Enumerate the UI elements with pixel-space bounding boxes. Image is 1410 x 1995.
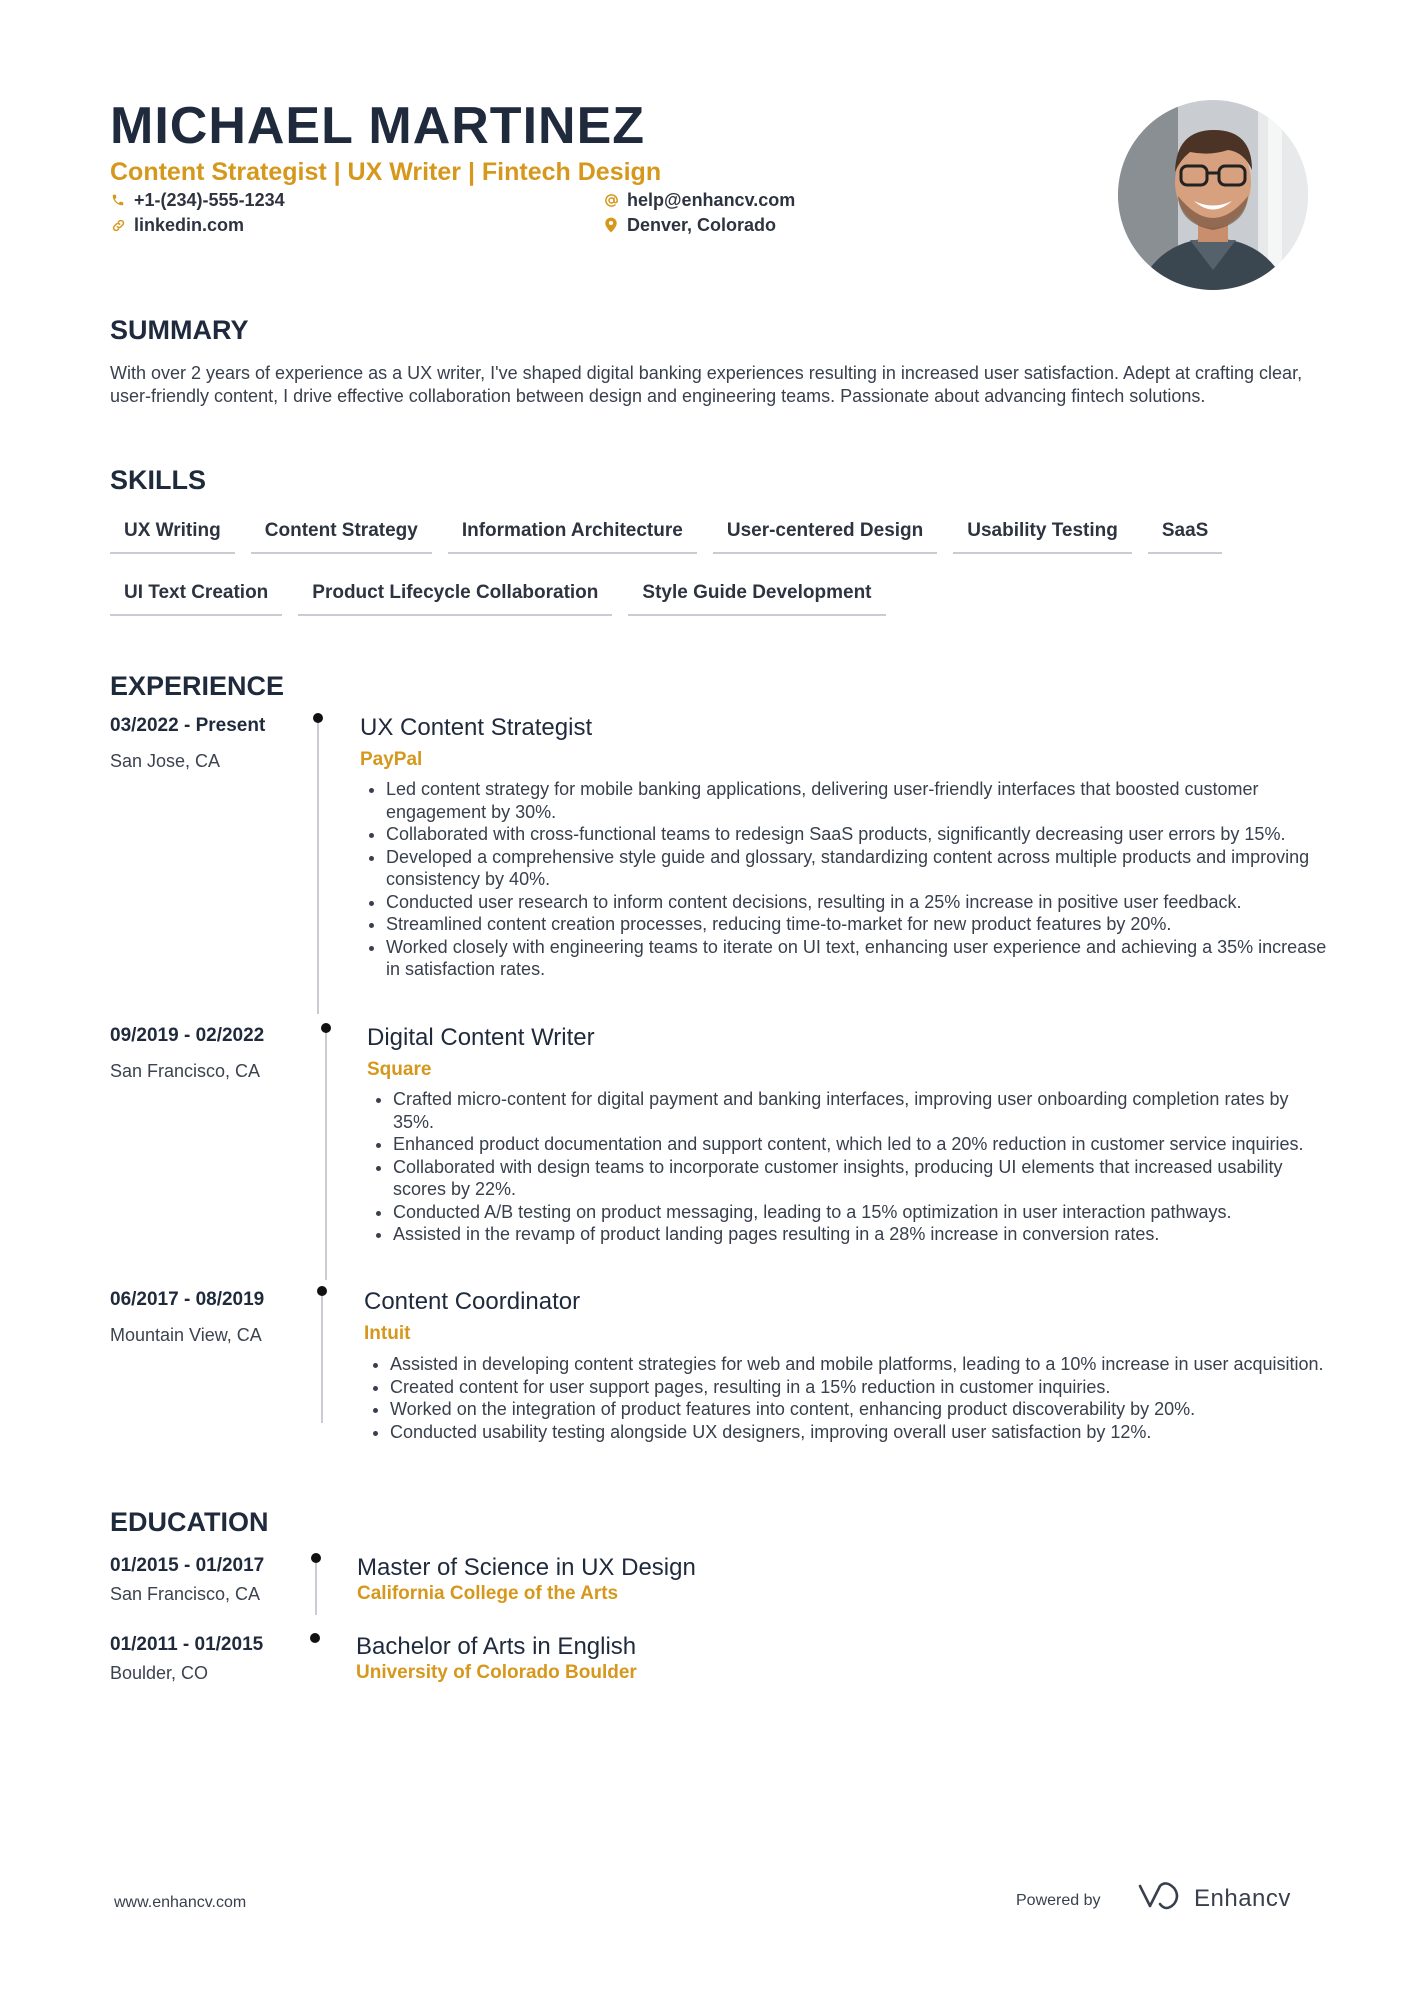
company-name: Intuit [364,1323,411,1344]
timeline-dot [313,713,323,723]
at-icon [603,192,619,208]
powered-by-label: Powered by [1016,1892,1101,1909]
candidate-subtitle: Content Strategist | UX Writer | Fintech Design [110,158,662,186]
phone-text: +1-(234)-555-1234 [134,190,285,210]
experience-heading: EXPERIENCE [110,671,285,701]
phone-icon [110,192,126,208]
job-bullets [360,778,1336,981]
timeline-dot [311,1553,321,1563]
list-item: • Led content strategy for mobile banking applications, delivering user-friendly interfaces that boosted customer engagement by 30%. [386,778,1336,823]
skill-tag: Style Guide Development [628,576,885,616]
job-title: Content Coordinator [364,1288,581,1315]
skills-list [110,514,1320,616]
list-item: • Developed a comprehensive style guide and glossary, standardizing content across multiple products and improving consistency by 40%. [386,846,1336,891]
skill-tag: UI Text Creation [110,576,282,616]
timeline-line [315,1560,317,1615]
brand-logo [1136,1882,1291,1915]
list-item: • Collaborated with cross-functional teams to redesign SaaS products, significantly decreasing user errors by 15%. [386,823,1336,846]
timeline-dot [317,1286,327,1296]
education-dates: 01/2015 - 01/2017 [110,1555,265,1576]
company-name: Square [367,1059,432,1080]
list-item: • Worked closely with engineering teams to iterate on UI text, enhancing user experience and achieving a 35% increase in satisfaction rates. [386,936,1336,981]
school-name: University of Colorado Boulder [356,1662,637,1683]
link-icon [110,217,126,233]
job-location: Mountain View, CA [110,1325,262,1345]
linkedin-text: linkedin.com [134,215,245,235]
candidate-name: MICHAEL MARTINEZ [110,97,646,155]
skill-tag: Usability Testing [953,514,1132,554]
linkedin-contact[interactable] [110,213,244,237]
degree-title: Bachelor of Arts in English [356,1633,637,1660]
education-dates: 01/2011 - 01/2015 [110,1634,264,1655]
education-location: Boulder, CO [110,1663,209,1683]
list-item: • Streamlined content creation processes, reducing time-to-market for new product features by 20%. [386,913,1336,936]
phone-contact[interactable] [110,188,285,212]
list-item: • Collaborated with design teams to incorporate customer insights, producing UI elements that increased usability scores by 22%. [393,1156,1333,1201]
enhancv-logo-icon [1136,1882,1184,1915]
email-text: help@enhancv.com [627,190,796,210]
job-title: UX Content Strategist [360,714,593,741]
list-item: • Crafted micro-content for digital payment and banking interfaces, improving user onboarding completion rates by 35%. [393,1088,1333,1133]
timeline-line [317,720,319,1014]
skill-tag: UX Writing [110,514,235,554]
skill-tag: User-centered Design [713,514,937,554]
job-location: San Jose, CA [110,751,221,771]
summary-text: With over 2 years of experience as a UX writer, I've shaped digital banking experiences resulting in increased user satisfaction. Adept at crafting clear, user-friendly content, I drive effective collaboration between design and engineering teams. Passionate about advancing fintech solutions. [110,363,1303,406]
job-dates: 06/2017 - 08/2019 [110,1289,265,1310]
education-location: San Francisco, CA [110,1584,261,1604]
list-item: • Enhanced product documentation and support content, which led to a 20% reduction in customer service inquiries. [393,1133,1333,1156]
job-bullets [367,1088,1333,1246]
job-location: San Francisco, CA [110,1061,261,1081]
skill-tag: Product Lifecycle Collaboration [298,576,612,616]
summary-heading: SUMMARY [110,315,249,345]
email-contact[interactable] [603,188,795,212]
list-item: • Worked on the integration of product features into content, enhancing product discoverability by 20%. [390,1398,1330,1421]
list-item: • Assisted in the revamp of product landing pages resulting in a 28% increase in conversion rates. [393,1223,1333,1246]
location-pin-icon [603,217,619,233]
brand-name: Enhancv [1194,1884,1291,1912]
footer-url[interactable]: www.enhancv.com [114,1894,247,1911]
job-title: Digital Content Writer [367,1024,595,1051]
location-text: Denver, Colorado [627,215,777,235]
job-dates: 09/2019 - 02/2022 [110,1025,265,1046]
degree-title: Master of Science in UX Design [357,1554,696,1581]
school-name: California College of the Arts [357,1583,619,1604]
skill-tag: SaaS [1148,514,1222,554]
list-item: • Assisted in developing content strategies for web and mobile platforms, leading to a 10% increase in user acquisition. [390,1353,1330,1376]
job-dates: 03/2022 - Present [110,715,266,736]
list-item: • Created content for user support pages, resulting in a 15% reduction in customer inquiries. [390,1376,1330,1399]
list-item: • Conducted A/B testing on product messaging, leading to a 15% optimization in user interaction pathways. [393,1201,1333,1224]
education-heading: EDUCATION [110,1507,269,1537]
list-item: • Conducted usability testing alongside UX designers, improving overall user satisfaction by 12%. [390,1421,1330,1444]
skills-heading: SKILLS [110,465,207,495]
timeline-dot [310,1633,320,1643]
timeline-line [325,1030,327,1280]
timeline-line [321,1293,323,1423]
company-name: PayPal [360,749,423,770]
skill-tag: Content Strategy [251,514,432,554]
list-item: • Conducted user research to inform content decisions, resulting in a 25% increase in positive user feedback. [386,891,1336,914]
skill-tag: Information Architecture [448,514,697,554]
job-bullets [364,1353,1330,1443]
profile-photo [1118,100,1308,290]
timeline-dot [321,1023,331,1033]
location-contact [603,213,776,237]
